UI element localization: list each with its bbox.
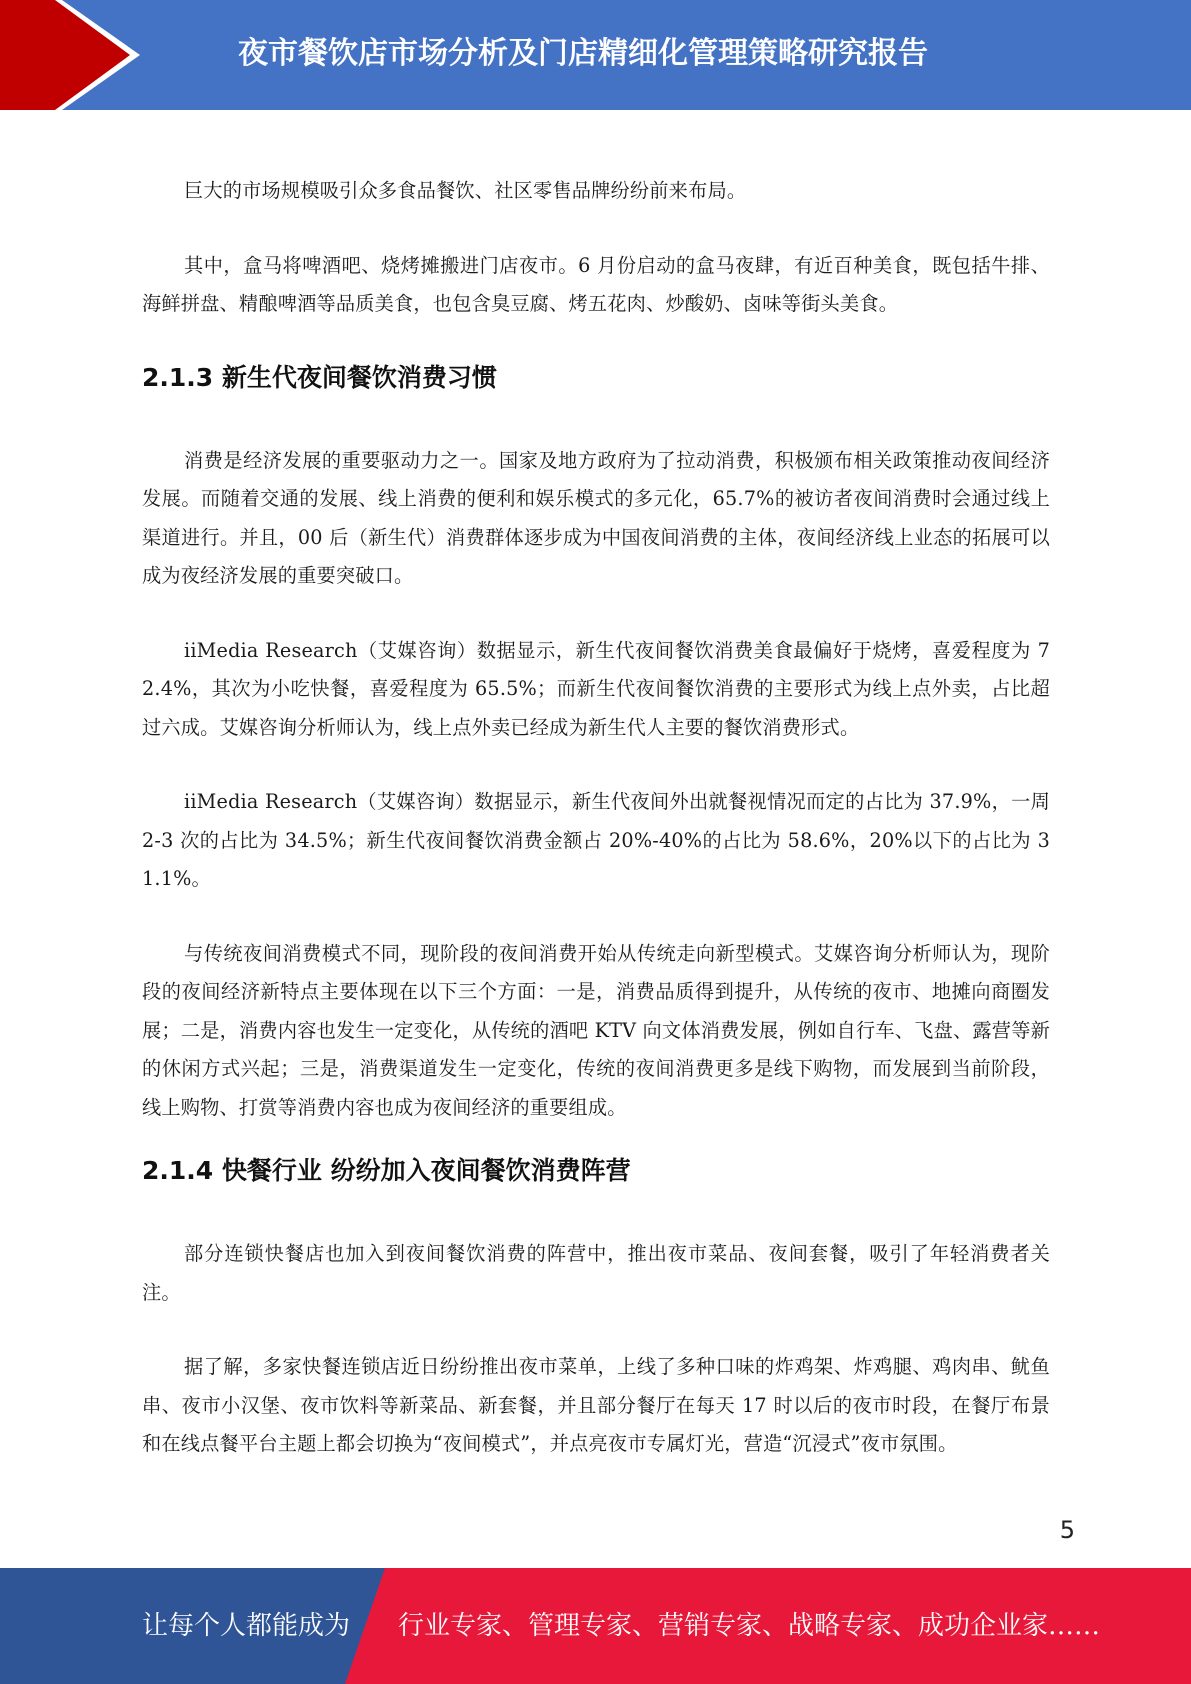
paragraph-new-features: 与传统夜间消费模式不同，现阶段的夜间消费开始从传统走向新型模式。艾媒咨询分析师认为，现阶段的夜间经济新特点主要体现在以下三个方面：一是，消费品质得到提升，从传统的夜市、地摊向商圈发展；二是，消费内容也发生一定变化，从传统的酒吧 KTV 向文体消费发展，例如自行车、飞盘、露营等新的休闲方式兴起；三是，消费渠道发生一定变化，传统的夜间消费更多是线下购物，而发展到当前阶段，线上购物、打赏等消费内容也成为夜间经济的重要组成。 xyxy=(142,941,1050,1119)
paragraph-iimedia-preference: iiMedia Research（艾媒咨询）数据显示，新生代夜间餐饮消费美食最偏好于烧烤，喜爱程度为 72.4%，其次为小吃快餐，喜爱程度为 65.5%；而新生代夜间餐饮消费的主要形式为线上点外卖，占比超过六成。艾媒咨询分析师认为，线上点外卖已经成为新生代人主要的餐饮消费形式。 xyxy=(142,638,1050,739)
paragraph-market-scale: 巨大的市场规模吸引众多食品餐饮、社区零售品牌纷纷前来布局。 xyxy=(184,179,747,202)
page-number: 5 xyxy=(1059,1516,1075,1544)
page-header xyxy=(0,0,1191,110)
paragraph-iimedia-frequency: iiMedia Research（艾媒咨询）数据显示，新生代夜间外出就餐视情况而定的占比为 37.9%，一周 2-3 次的占比为 34.5%；新生代夜间餐饮消费金额占 20%-40%的占比为 58.6%，20%以下的占比为 31.1%。 xyxy=(142,790,1050,890)
section-heading-2-1-4: 2.1.4 快餐行业 纷纷加入夜间餐饮消费阵营 xyxy=(142,1156,631,1185)
paragraph-fast-food: 部分连锁快餐店也加入到夜间餐饮消费的阵营中，推出夜市菜品、夜间套餐，吸引了年轻消费者关注。 xyxy=(142,1242,1050,1304)
header-arrow-decoration xyxy=(0,0,150,110)
paragraph-night-menu: 据了解，多家快餐连锁店近日纷纷推出夜市菜单，上线了多种口味的炸鸡架、炸鸡腿、鸡肉串、鱿鱼串、夜市小汉堡、夜市饮料等新菜品、新套餐，并且部分餐厅在每天 17 时以后的夜市时段，在餐厅布景和在线点餐平台主题上都会切换为“夜间模式”，并点亮夜市专属灯光，营造“沉浸式”夜市氛围。 xyxy=(142,1355,1050,1455)
paragraph-hema: 其中，盒马将啤酒吧、烧烤摊搬进门店夜市。6 月份启动的盒马夜肆，有近百种美食，既包括牛排、海鲜拼盘、精酿啤酒等品质美食，也包含臭豆腐、烤五花肉、炒酸奶、卤味等街头美食。 xyxy=(142,253,1050,315)
paragraph-consumption-driver: 消费是经济发展的重要驱动力之一。国家及地方政府为了拉动消费，积极颁布相关政策推动夜间经济发展。而随着交通的发展、线上消费的便利和娱乐模式的多元化，65.7%的被访者夜间消费时会通过线上渠道进行。并且，00 后（新生代）消费群体逐步成为中国夜间消费的主体，夜间经济线上业态的拓展可以成为夜经济发展的重要突破口。 xyxy=(142,448,1050,587)
section-heading-2-1-3: 2.1.3 新生代夜间餐饮消费习惯 xyxy=(142,362,497,392)
page-footer xyxy=(0,1568,1191,1684)
report-title: 夜市餐饮店市场分析及门店精细化管理策略研究报告 xyxy=(238,36,928,71)
footer-slogan-right: 行业专家、管理专家、营销专家、战略专家、成功企业家…… xyxy=(398,1611,1101,1641)
footer-slogan-left: 让每个人都能成为 xyxy=(142,1611,351,1641)
document-body xyxy=(142,172,1050,1464)
